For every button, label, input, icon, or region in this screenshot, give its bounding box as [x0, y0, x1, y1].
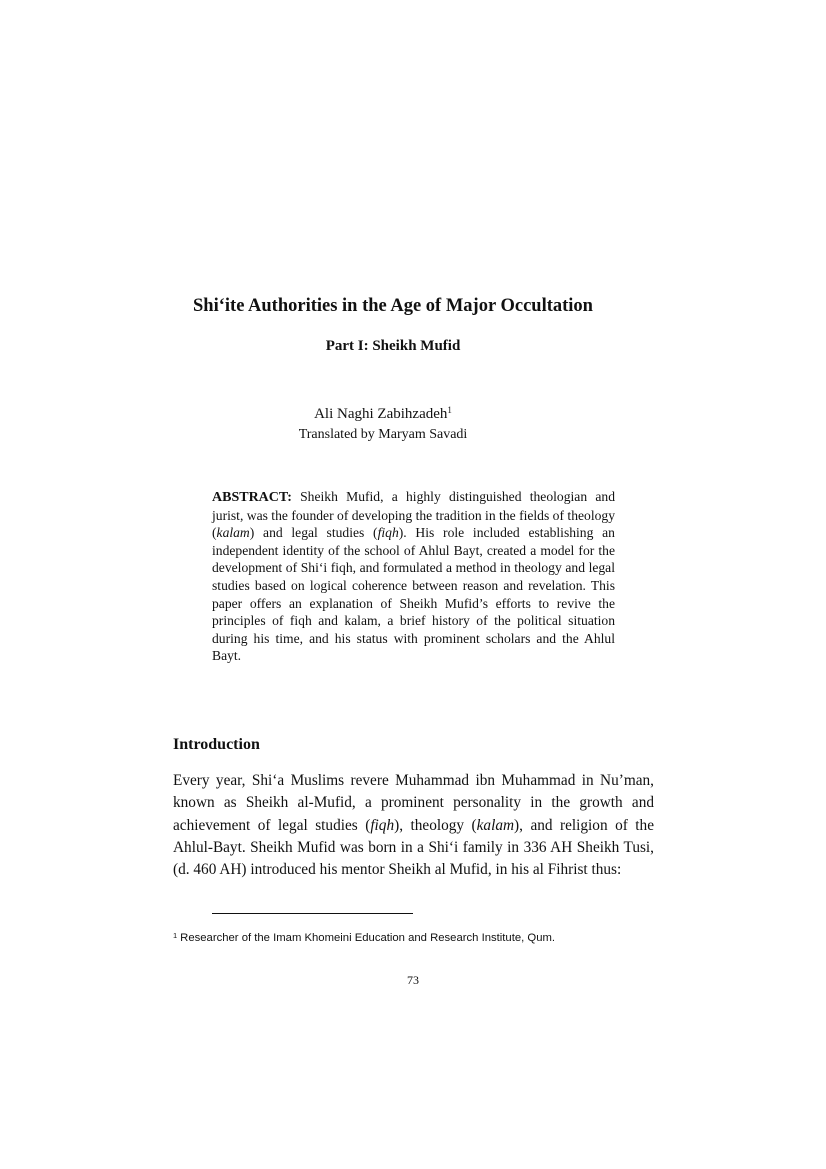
intro-term-fiqh: fiqh [370, 816, 395, 834]
footnote-marker: 1 [173, 931, 178, 940]
intro-text-part: ), theology ( [394, 816, 477, 834]
intro-text-part: ), and religion of the Ahlul-Bayt. Sheikh Mufid was born in a Shi‘i family in 336 AH Sheikh Tusi, (d. 460 AH) introduced his mentor Sheikh al Mufid, in his al Fihrist thus: [173, 816, 654, 879]
article-subtitle: Part I: Sheikh Mufid [325, 338, 461, 354]
introduction-paragraph [173, 770, 654, 881]
abstract-text-part: ) and legal studies ( [249, 525, 378, 541]
abstract-paragraph [212, 488, 615, 665]
author-footnote-marker[interactable]: 1 [447, 405, 452, 415]
footnote [173, 932, 673, 944]
author-name: Ali Naghi Zabihzadeh [314, 406, 448, 422]
intro-text-part: Every year, Shi‘a Muslims revere Muhammad ibn Muhammad in Nu’man, known as Sheikh al-Mufid, a prominent personality in the growth and achievement of legal studies ( [173, 772, 654, 834]
abstract-term-fiqh: fiqh [377, 525, 399, 541]
abstract-term-kalam: kalam [216, 525, 250, 541]
article-title: Shi‘ite Authorities in the Age of Major Occultation [193, 296, 593, 316]
footnote-text: Researcher of the Imam Khomeini Education and Research Institute, Qum. [180, 932, 556, 944]
author-line [0, 406, 766, 423]
footnote-divider [212, 913, 413, 914]
abstract-text-part: Sheikh Mufid, a highly distinguished theologian and jurist, was the founder of developing the tradition in the fields of theology ( [212, 489, 615, 541]
page-number: 73 [407, 973, 419, 987]
section-heading-introduction: Introduction [173, 736, 260, 753]
abstract-text-part: ). His role included establishing an independent identity of the school of Ahlul Bayt, created a model for the development of Shi‘i fiqh, and formulated a method in theology and legal studies based on logical coherence between reason and revelation. This paper offers an explanation of Sheikh Mufid’s efforts to revive the principles of fiqh and kalam, a brief history of the political situation during his time, and his status with prominent scholars and the Ahlul Bayt. [212, 525, 615, 664]
translator-line: Translated by Maryam Savadi [298, 427, 468, 442]
intro-term-kalam: kalam [476, 816, 515, 834]
abstract-label: ABSTRACT: [212, 490, 292, 505]
